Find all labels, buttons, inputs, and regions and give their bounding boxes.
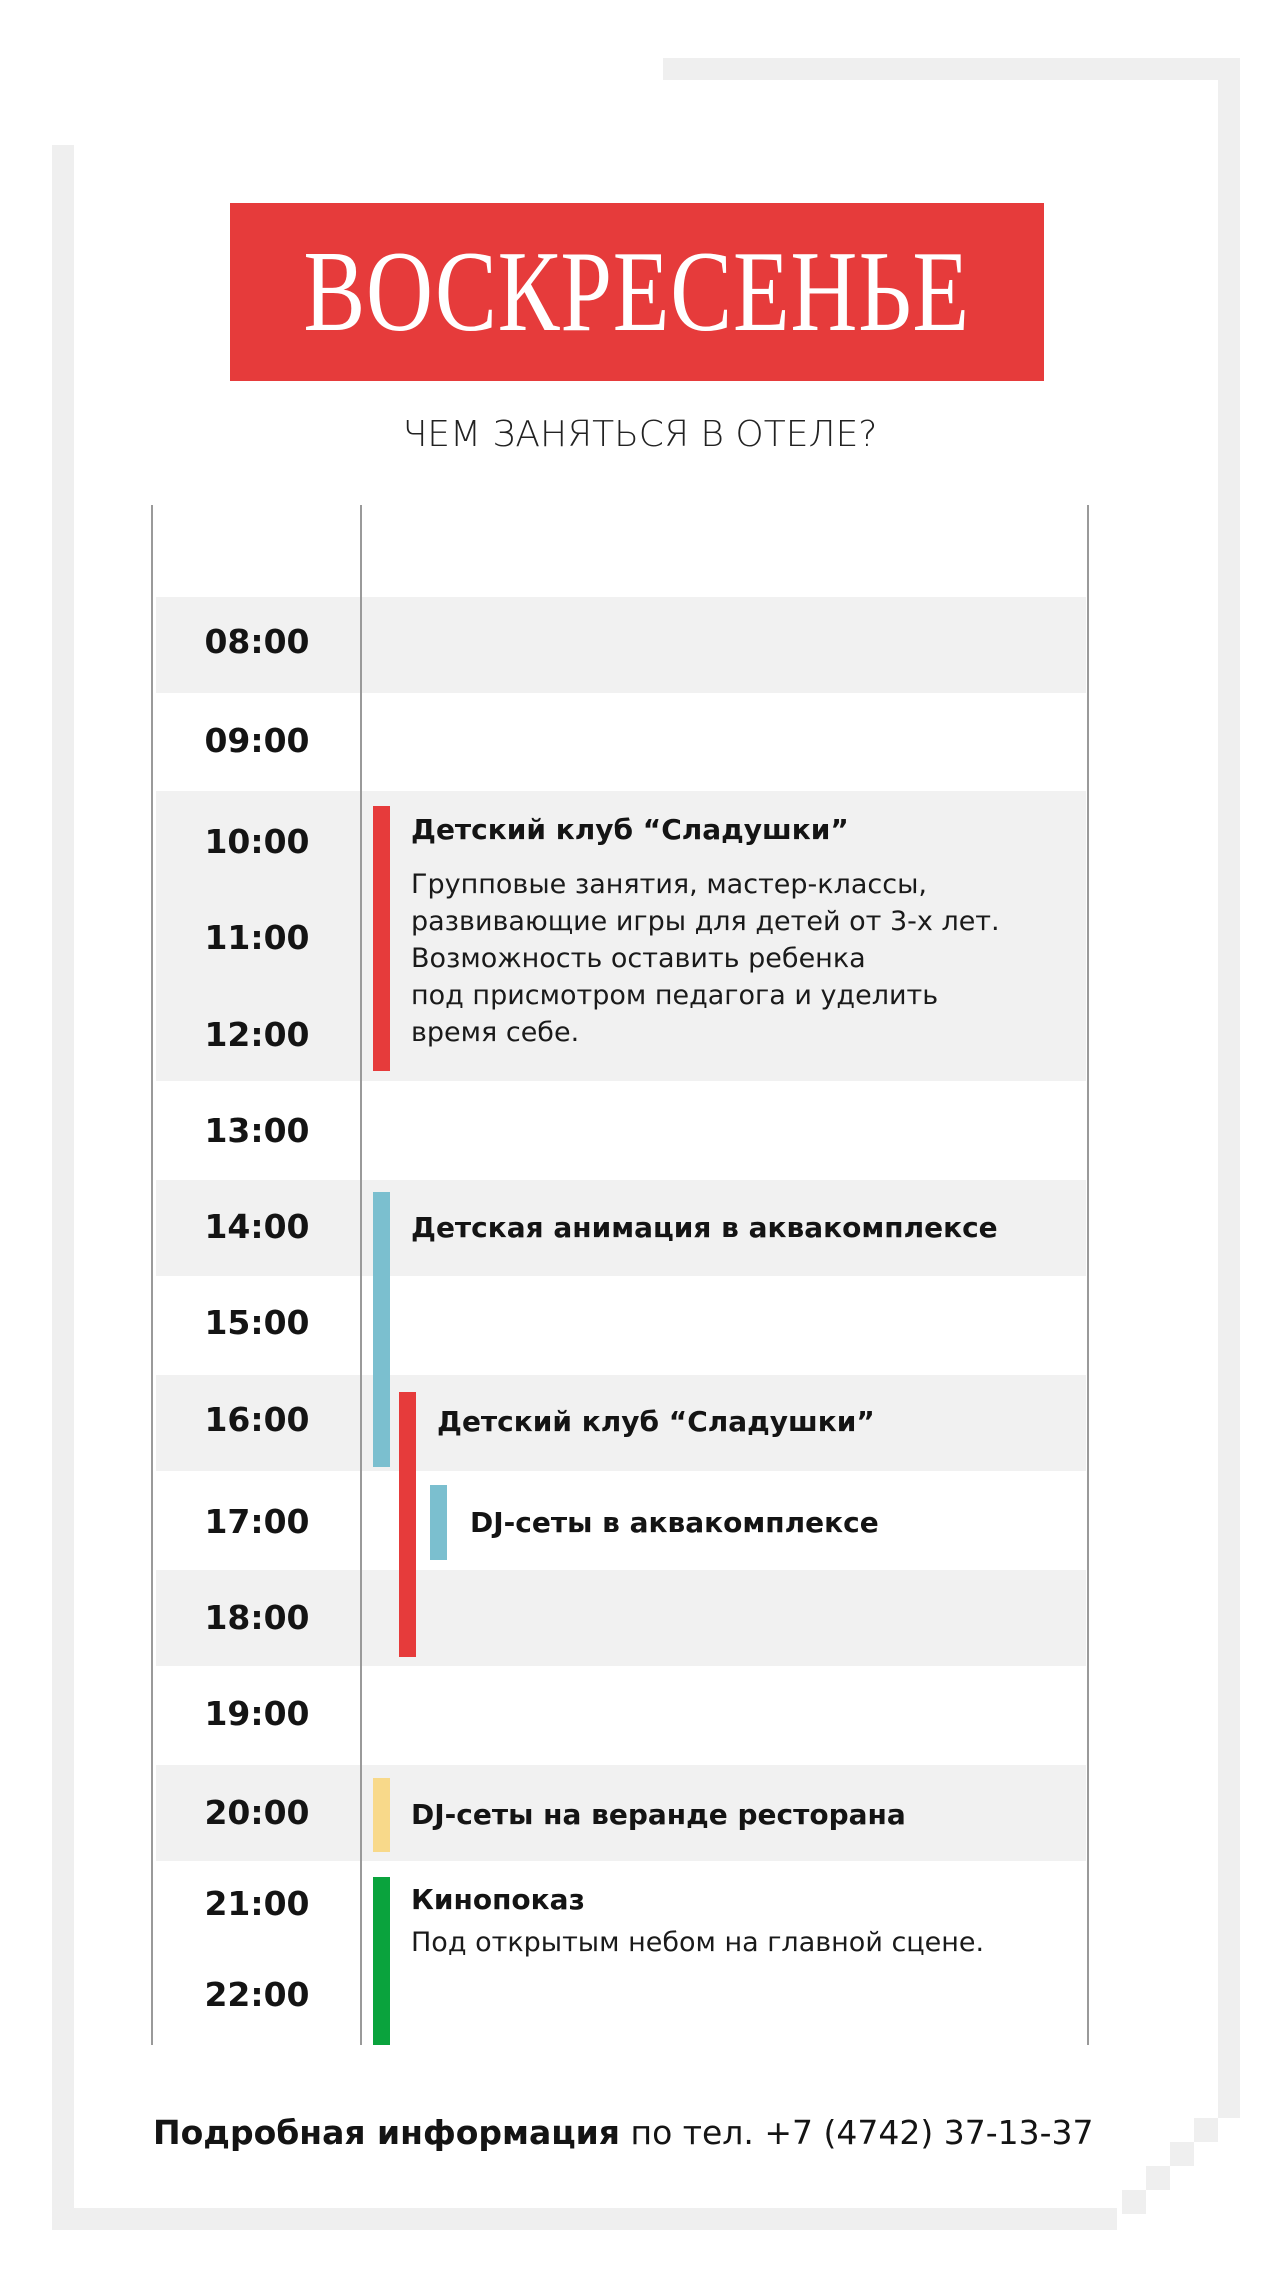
time-label: 14:00 [204,1207,310,1246]
time-label: 10:00 [204,822,310,861]
time-label: 11:00 [204,918,310,957]
footer-bold: Подробная информация [153,2113,620,2152]
time-label: 16:00 [204,1400,310,1439]
time-label: 12:00 [204,1015,310,1054]
event-title: Кинопоказ [411,1883,585,1916]
time-label: 19:00 [204,1694,310,1733]
time-label: 15:00 [204,1303,310,1342]
event-description: Под открытым небом на главной сцене. [411,1927,985,1958]
title-banner [230,203,1044,381]
frame-step [1122,2190,1146,2214]
time-label: 18:00 [204,1598,310,1637]
time-label: 17:00 [204,1502,310,1541]
footer-info [153,2113,1094,2153]
time-label: 20:00 [204,1793,310,1832]
event-title: Детский клуб “Сладушки” [437,1405,875,1438]
event-bar-yellow [373,1778,390,1852]
frame-step [1146,2166,1170,2190]
time-label: 22:00 [204,1975,310,2014]
event-title: Детский клуб “Сладушки” [411,813,849,846]
event-title: DJ-сеты в аквакомплексе [470,1506,879,1539]
event-bar-red [399,1392,416,1657]
event-bar-blue [373,1192,390,1467]
frame-step [1194,2118,1218,2142]
frame-left [52,145,74,2230]
time-label: 09:00 [204,721,310,760]
frame-bottom [52,2208,1117,2230]
time-label: 08:00 [204,622,310,661]
footer-phone: по тел. +7 (4742) 37-13-37 [620,2113,1094,2152]
frame-right [1218,58,1240,2118]
page-subtitle: ЧЕМ ЗАНЯТЬСЯ В ОТЕЛЕ? [402,414,878,455]
event-description: Групповые занятия, мастер-классы, развивающие игры для детей от 3-х лет. Возможность оставить ребенка под присмотром педагога и уделить время себе. [411,869,1000,1048]
event-title: Детская анимация в аквакомплексе [411,1211,998,1244]
event-bar-green [373,1877,390,2045]
time-label: 21:00 [204,1884,310,1923]
grid-line-right [1087,505,1089,2045]
frame-top [663,58,1240,80]
time-label: 13:00 [204,1111,310,1150]
frame-step [1170,2142,1194,2166]
page-title: ВОСКРЕСЕНЬЕ [303,228,971,356]
event-bar-red [373,806,390,1071]
event-title: DJ-сеты на веранде ресторана [411,1798,906,1831]
event-bar-blue [430,1485,447,1560]
